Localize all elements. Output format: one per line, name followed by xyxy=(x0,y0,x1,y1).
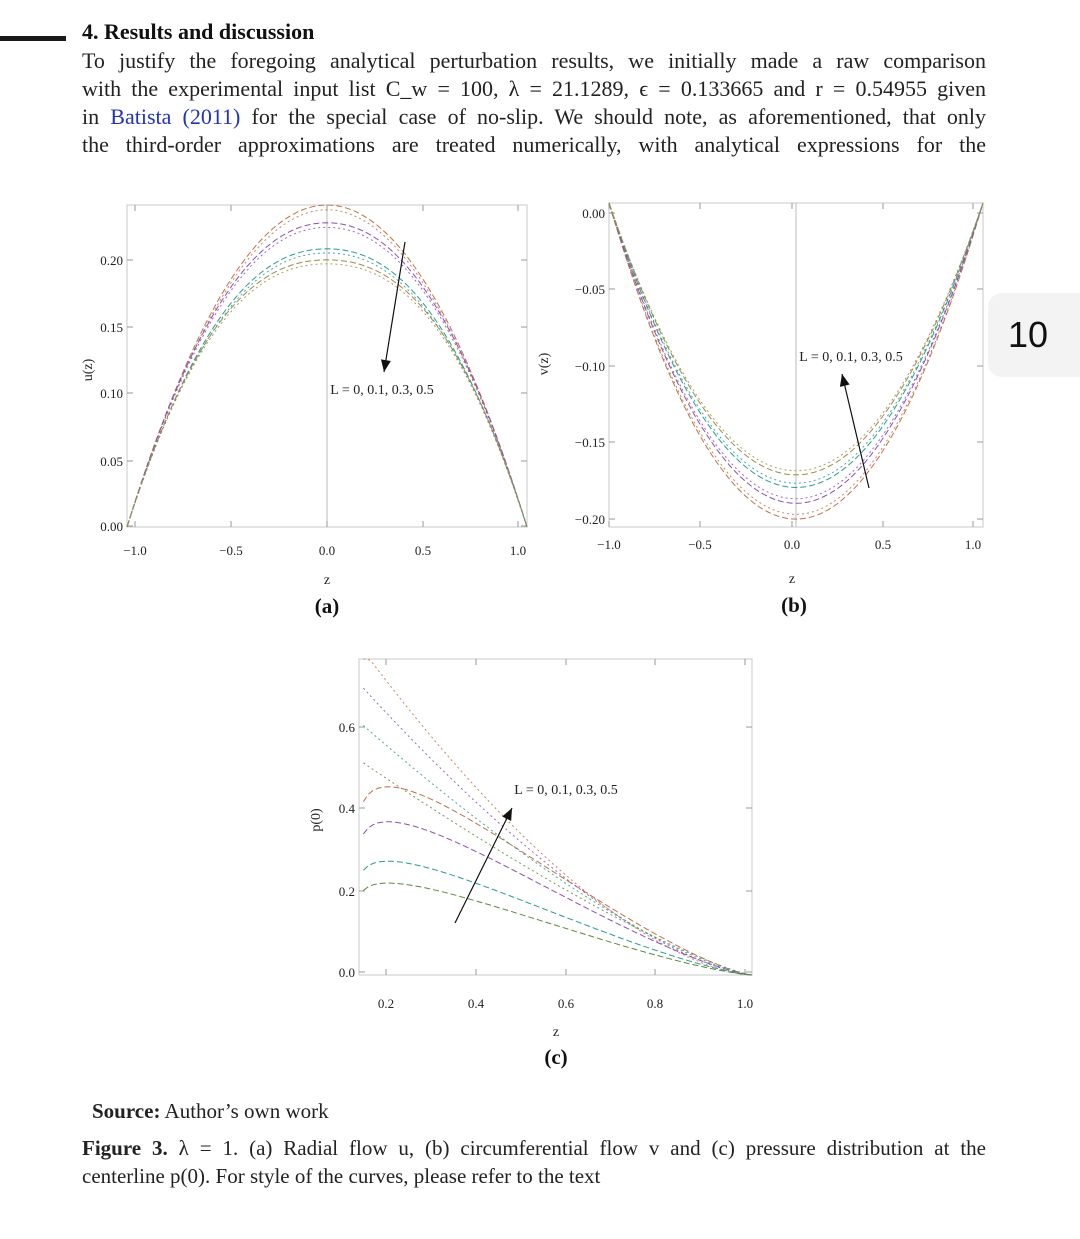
curve-annotation: L = 0, 0.1, 0.3, 0.5 xyxy=(799,350,903,365)
x-axis-label: z xyxy=(552,1025,560,1040)
arrow-head xyxy=(381,359,391,372)
y-tick-label: 0.0 xyxy=(338,965,355,980)
y-tick-label: 0.4 xyxy=(338,801,355,816)
y-tick-label: 0.00 xyxy=(582,206,605,221)
y-tick-label: −0.20 xyxy=(574,512,605,527)
x-tick-label: 0.8 xyxy=(646,996,664,1011)
x-axis-label: z xyxy=(788,572,796,587)
panel-label: (a) xyxy=(314,594,340,618)
series-curve xyxy=(363,883,752,975)
y-tick-label: 0.2 xyxy=(338,884,355,899)
x-tick-label: 1.0 xyxy=(736,996,754,1011)
series-curve xyxy=(363,822,752,975)
curve-annotation: L = 0, 0.1, 0.3, 0.5 xyxy=(514,783,618,798)
y-tick-label: 0.15 xyxy=(100,320,123,335)
y-axis-label: v(z) xyxy=(537,352,552,376)
chart-panel-1 xyxy=(127,205,527,527)
curve-annotation: L = 0, 0.1, 0.3, 0.5 xyxy=(330,383,434,398)
series-curve xyxy=(363,787,752,975)
x-tick-label: −1.0 xyxy=(123,543,147,558)
annotation-arrow xyxy=(842,374,869,488)
y-tick-label: 0.05 xyxy=(100,454,123,469)
chart-panel-3 xyxy=(359,659,752,975)
para-line: To justify the foregoing analytical perturbation results, we initially made a raw comparison xyxy=(82,48,986,73)
y-tick-label: 0.10 xyxy=(100,386,123,401)
y-tick-label: −0.10 xyxy=(574,359,605,374)
x-tick-label: 0.0 xyxy=(783,537,801,552)
series-curve-dotted xyxy=(363,726,752,976)
y-tick-label: −0.05 xyxy=(574,282,605,297)
x-tick-label: 0.6 xyxy=(557,996,575,1011)
y-tick-label: −0.15 xyxy=(574,435,605,450)
y-axis-label: u(z) xyxy=(81,358,96,382)
y-tick-label: 0.20 xyxy=(100,253,123,268)
x-axis-label: z xyxy=(323,573,331,588)
source-label: Source: xyxy=(92,1099,161,1123)
panel-label: (c) xyxy=(544,1045,568,1069)
x-tick-label: 1.0 xyxy=(964,537,982,552)
page-number-badge: 10 xyxy=(988,293,1080,377)
y-tick-label: 0.00 xyxy=(100,519,123,534)
x-tick-label: 0.0 xyxy=(318,543,336,558)
chart-panel-2 xyxy=(609,203,983,527)
para-text: for the special case of no-slip. We should note, as aforementioned, that only xyxy=(251,104,987,129)
caption-label: Figure 3. xyxy=(82,1136,168,1160)
para-text: in xyxy=(82,104,100,129)
caption-text: λ = 1. (a) Radial flow u, (b) circumferential flow v and (c) pressure distribution at the xyxy=(178,1136,986,1160)
source-note xyxy=(92,1099,329,1124)
series-curve-dotted xyxy=(363,688,752,975)
y-axis-label: p(0) xyxy=(309,808,324,832)
caption-line xyxy=(82,1134,986,1162)
para-line: with the experimental input list C_w = 100, λ = 21.1289, ϵ = 0.133665 and r = 0.54955 given xyxy=(82,76,986,101)
citation-link[interactable]: Batista (2011) xyxy=(110,104,241,129)
section-heading: 4. Results and discussion xyxy=(82,19,315,44)
x-tick-label: 1.0 xyxy=(509,543,527,558)
x-tick-label: −0.5 xyxy=(688,537,712,552)
x-tick-label: 0.4 xyxy=(467,996,485,1011)
annotation-arrow xyxy=(384,242,405,372)
x-tick-label: 0.5 xyxy=(414,543,432,558)
series-curve-dotted xyxy=(363,659,752,975)
figure-caption xyxy=(82,1134,986,1190)
plot-frame xyxy=(359,659,752,975)
arrow-head xyxy=(840,374,850,387)
x-tick-label: 0.2 xyxy=(377,996,395,1011)
panel-label: (b) xyxy=(781,593,807,617)
caption-line: centerline p(0). For style of the curves, please refer to the text xyxy=(82,1164,601,1188)
x-tick-label: 0.5 xyxy=(874,537,892,552)
x-tick-label: −1.0 xyxy=(597,537,621,552)
para-line: the third-order approximations are treated numerically, with analytical expressions for the xyxy=(82,132,986,157)
y-tick-label: 0.6 xyxy=(338,720,355,735)
source-text: Author’s own work xyxy=(164,1099,329,1123)
x-tick-label: −0.5 xyxy=(219,543,243,558)
